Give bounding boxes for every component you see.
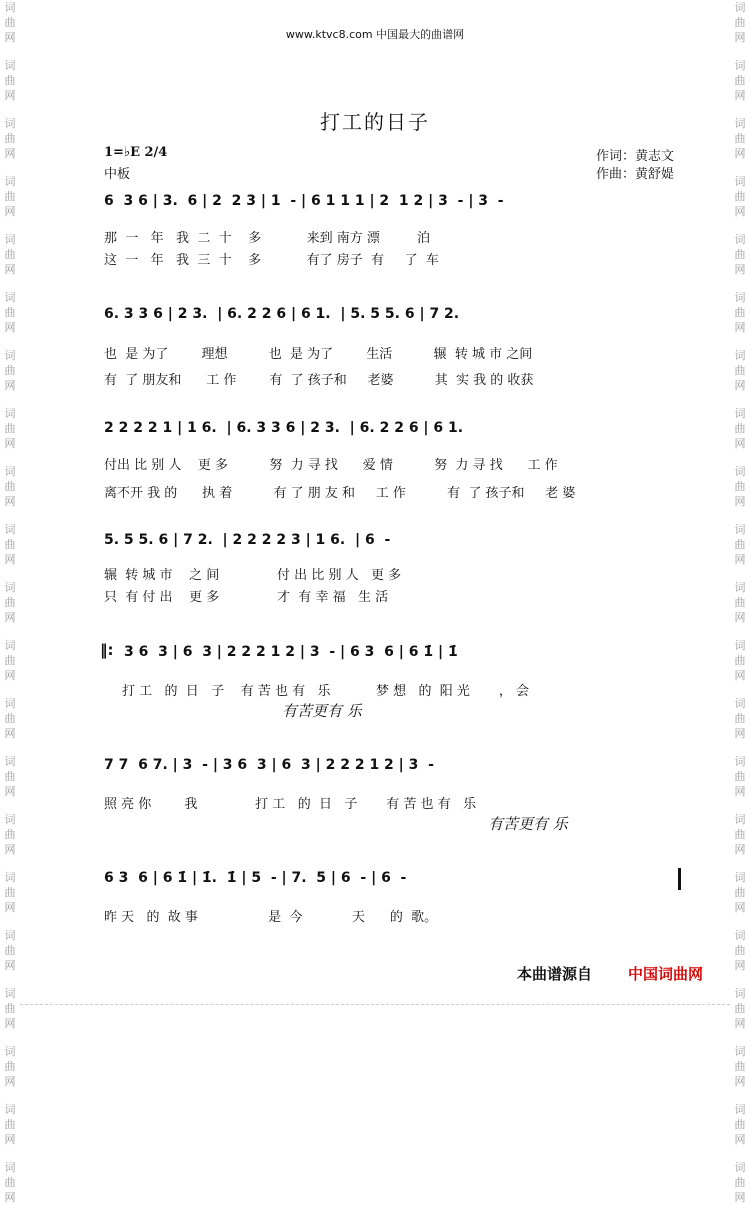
lyric-line: 付出 比 别 人 更 多 努 力 寻 找 爱 情 努 力 寻 找 工 作 xyxy=(104,458,558,473)
watermark-char: 词 xyxy=(734,639,746,652)
watermark-group xyxy=(4,696,16,741)
song-title: 打工的日子 xyxy=(320,110,430,134)
lyric-line: 有 了 朋友和 工 作 有 了 孩子和 老婆 其 实 我 的 收获 xyxy=(104,373,534,388)
watermark-char: 词 xyxy=(734,233,746,246)
key-signature: 1=♭E 2/4 xyxy=(104,145,168,160)
watermark-char: 曲 xyxy=(4,132,16,145)
watermark-char: 网 xyxy=(4,379,16,392)
watermark-char: 词 xyxy=(4,1161,16,1174)
watermark-char: 网 xyxy=(734,379,746,392)
watermark-char: 网 xyxy=(734,669,746,682)
lyricist-credit: 作词：黄志文 xyxy=(596,149,675,164)
watermark-char: 曲 xyxy=(734,364,746,377)
watermark-char: 曲 xyxy=(4,16,16,29)
notation-line: 3 6 3 | 6 3 | 2 2 2 1 2 | 3 - | 6 3 6 | 6 1̇ | 1̇ xyxy=(124,644,458,660)
watermark-char: 词 xyxy=(734,1103,746,1116)
watermark-char: 词 xyxy=(4,987,16,1000)
watermark-char: 词 xyxy=(4,697,16,710)
watermark-char: 曲 xyxy=(4,886,16,899)
lyrics-verse-1 xyxy=(0,343,750,361)
watermark-char: 网 xyxy=(4,843,16,856)
watermark-char: 网 xyxy=(734,785,746,798)
bottom-divider xyxy=(20,1004,730,1005)
watermark-char: 曲 xyxy=(4,422,16,435)
watermark-char: 曲 xyxy=(4,712,16,725)
watermark-char: 曲 xyxy=(4,1118,16,1131)
watermark-group xyxy=(734,986,746,1031)
watermark-group xyxy=(4,986,16,1031)
watermark-char: 曲 xyxy=(734,770,746,783)
watermark-char: 网 xyxy=(4,321,16,334)
watermark-char: 网 xyxy=(4,727,16,740)
watermark-char: 词 xyxy=(734,59,746,72)
watermark-char: 词 xyxy=(734,349,746,362)
notation-line: 2 2 2 2 1 | 1 6. | 6. 3 3 6 | 2 3. | 6. 2 2 6 | 6 1. xyxy=(104,420,464,436)
lyrics-verse-1 xyxy=(0,227,750,245)
watermark-char: 词 xyxy=(734,755,746,768)
watermark-char: 曲 xyxy=(734,248,746,261)
watermark-char: 曲 xyxy=(4,944,16,957)
site-slogan: 中国最大的曲谱网 xyxy=(376,28,465,41)
watermark-char: 曲 xyxy=(4,248,16,261)
watermark-group xyxy=(734,696,746,741)
watermark-char: 词 xyxy=(4,465,16,478)
watermark-char: 曲 xyxy=(734,944,746,957)
watermark-char: 网 xyxy=(4,89,16,102)
notation-line: 6 3 6 | 3. 6 | 2 2 3 | 1 - | 6 1 1 1 | 2 1 2 | 3 - | 3 - xyxy=(104,193,504,209)
watermark-char: 曲 xyxy=(4,828,16,841)
footer-source-label: 本曲谱源自 xyxy=(517,965,593,983)
watermark-char: 词 xyxy=(4,639,16,652)
watermark-char: 曲 xyxy=(734,886,746,899)
score-system-2 xyxy=(0,306,750,334)
watermark-char: 词 xyxy=(4,407,16,420)
final-barline xyxy=(678,868,681,890)
watermark-char: 网 xyxy=(734,437,746,450)
watermark-char: 曲 xyxy=(4,364,16,377)
watermark-char: 曲 xyxy=(734,132,746,145)
watermark-char: 词 xyxy=(734,175,746,188)
watermark-char: 曲 xyxy=(734,306,746,319)
watermark-left xyxy=(2,0,18,1204)
watermark-group xyxy=(4,812,16,857)
watermark-char: 网 xyxy=(734,31,746,44)
score-system-1 xyxy=(0,193,750,221)
watermark-char: 曲 xyxy=(734,596,746,609)
lyric-line: 辗 转 城 市 之 间 付 出 比 别 人 更 多 xyxy=(104,568,402,583)
watermark-char: 词 xyxy=(4,1,16,14)
watermark-char: 网 xyxy=(734,727,746,740)
watermark-char: 曲 xyxy=(734,1176,746,1189)
notation-line: 7 7 6 7. | 3 - | 3 6 3 | 6 3 | 2 2 2 1 2 | 3 - xyxy=(104,757,434,773)
watermark-char: 词 xyxy=(734,1045,746,1058)
watermark-char: 网 xyxy=(4,959,16,972)
watermark-char: 曲 xyxy=(4,770,16,783)
watermark-char: 词 xyxy=(734,1161,746,1174)
watermark-char: 词 xyxy=(4,1045,16,1058)
watermark-char: 词 xyxy=(4,291,16,304)
watermark-group xyxy=(4,1160,16,1205)
watermark-char: 词 xyxy=(4,871,16,884)
site-header xyxy=(0,26,750,42)
watermark-char: 网 xyxy=(4,263,16,276)
watermark-group xyxy=(734,812,746,857)
watermark-char: 网 xyxy=(734,495,746,508)
watermark-char: 曲 xyxy=(4,1176,16,1189)
watermark-char: 曲 xyxy=(4,480,16,493)
watermark-char: 网 xyxy=(734,553,746,566)
watermark-char: 曲 xyxy=(734,1118,746,1131)
watermark-char: 曲 xyxy=(734,712,746,725)
watermark-right xyxy=(732,0,748,1204)
score-system-7 xyxy=(0,870,750,898)
lyric-line: 照 亮 你 我 打 工 的 日 子 有 苦 也 有 乐 xyxy=(104,797,477,812)
watermark-char: 曲 xyxy=(734,16,746,29)
notation-line: 6. 3 3 6 | 2 3. | 6. 2 2 6 | 6 1. | 5. 5 5. 6 | 7 2. xyxy=(104,306,460,322)
watermark-char: 网 xyxy=(4,437,16,450)
watermark-char: 曲 xyxy=(734,654,746,667)
watermark-char: 词 xyxy=(734,407,746,420)
watermark-char: 网 xyxy=(4,669,16,682)
watermark-char: 网 xyxy=(4,553,16,566)
watermark-char: 曲 xyxy=(734,480,746,493)
watermark-char: 词 xyxy=(4,929,16,942)
handwritten-lyric: 有苦更有 乐 xyxy=(282,702,362,720)
watermark-char: 网 xyxy=(734,843,746,856)
watermark-char: 曲 xyxy=(4,538,16,551)
watermark-char: 曲 xyxy=(4,596,16,609)
notation-line: 6 3 6 | 6 1̇ | 1̇. 1̇ | 5 - | 7. 5 | 6 - | 6 - xyxy=(104,870,407,886)
watermark-char: 曲 xyxy=(4,654,16,667)
watermark-char: 网 xyxy=(4,147,16,160)
watermark-char: 网 xyxy=(734,1191,746,1204)
watermark-char: 词 xyxy=(734,871,746,884)
watermark-group xyxy=(734,58,746,103)
watermark-char: 词 xyxy=(4,59,16,72)
watermark-char: 网 xyxy=(4,1133,16,1146)
watermark-char: 曲 xyxy=(734,190,746,203)
watermark-char: 词 xyxy=(734,465,746,478)
lyrics-verse-2 xyxy=(0,482,750,500)
lyric-line: 离不开 我 的 执 着 有 了 朋 友 和 工 作 有 了 孩子和 老 婆 xyxy=(104,486,576,501)
lyric-line: 打 工 的 日 子 有 苦 也 有 乐 梦 想 的 阳 光 ， 会 xyxy=(122,684,529,699)
watermark-char: 词 xyxy=(4,755,16,768)
watermark-char: 网 xyxy=(4,31,16,44)
watermark-char: 词 xyxy=(734,697,746,710)
score-system-6 xyxy=(0,757,750,785)
footer-site-link[interactable]: 中国词曲网 xyxy=(628,965,704,983)
lyrics-chorus xyxy=(0,793,750,811)
watermark-char: 曲 xyxy=(4,306,16,319)
watermark-char: 曲 xyxy=(734,1060,746,1073)
watermark-char: 曲 xyxy=(734,1002,746,1015)
watermark-char: 词 xyxy=(4,523,16,536)
lyrics-ending xyxy=(0,906,750,924)
watermark-char: 词 xyxy=(4,1103,16,1116)
watermark-group xyxy=(734,928,746,973)
watermark-char: 曲 xyxy=(4,1060,16,1073)
composer-credit: 作曲：黄舒媞 xyxy=(596,167,675,182)
score-system-4 xyxy=(0,532,750,560)
watermark-char: 网 xyxy=(734,263,746,276)
watermark-group xyxy=(734,1160,746,1205)
watermark-char: 曲 xyxy=(734,422,746,435)
handwritten-lyric: 有苦更有 乐 xyxy=(488,815,568,833)
watermark-group xyxy=(4,1044,16,1089)
watermark-char: 词 xyxy=(734,291,746,304)
watermark-char: 曲 xyxy=(734,828,746,841)
lyric-line: 那 一 年 我 二 十 多 来到 南方 漂 泊 xyxy=(104,231,431,246)
watermark-char: 词 xyxy=(734,523,746,536)
watermark-char: 词 xyxy=(4,349,16,362)
watermark-char: 网 xyxy=(734,321,746,334)
watermark-char: 网 xyxy=(734,1075,746,1088)
watermark-char: 网 xyxy=(734,89,746,102)
watermark-char: 曲 xyxy=(734,74,746,87)
watermark-char: 网 xyxy=(4,611,16,624)
watermark-char: 词 xyxy=(734,813,746,826)
lyrics-verse-2 xyxy=(0,249,750,267)
lyric-line: 只 有 付 出 更 多 才 有 幸 福 生 活 xyxy=(104,590,389,605)
watermark-char: 网 xyxy=(4,785,16,798)
watermark-char: 词 xyxy=(4,581,16,594)
notation-line: 5. 5 5. 6 | 7 2. | 2 2 2 2 3 | 1 6. | 6 - xyxy=(104,532,391,548)
site-url[interactable]: www.ktvc8.com xyxy=(285,28,373,41)
watermark-char: 网 xyxy=(4,901,16,914)
watermark-char: 词 xyxy=(734,929,746,942)
score-system-3 xyxy=(0,420,750,448)
lyrics-chorus xyxy=(0,680,750,698)
watermark-char: 网 xyxy=(4,495,16,508)
watermark-char: 网 xyxy=(734,901,746,914)
lyric-line: 也 是 为了 理想 也 是 为了 生活 辗 转 城 市 之间 xyxy=(104,347,533,362)
watermark-char: 词 xyxy=(4,117,16,130)
lyric-line: 这 一 年 我 三 十 多 有了 房子 有 了 车 xyxy=(104,253,439,268)
watermark-char: 词 xyxy=(734,1,746,14)
watermark-group xyxy=(734,1044,746,1089)
watermark-char: 网 xyxy=(4,1017,16,1030)
lyrics-verse-2 xyxy=(0,586,750,604)
watermark-char: 词 xyxy=(734,117,746,130)
watermark-char: 词 xyxy=(4,813,16,826)
watermark-char: 曲 xyxy=(4,190,16,203)
watermark-group xyxy=(4,58,16,103)
watermark-char: 网 xyxy=(4,205,16,218)
watermark-char: 词 xyxy=(734,581,746,594)
watermark-char: 网 xyxy=(734,205,746,218)
tempo-marking: 中板 xyxy=(104,167,131,182)
watermark-char: 网 xyxy=(4,1075,16,1088)
score-system-5 xyxy=(0,644,750,672)
watermark-char: 网 xyxy=(734,147,746,160)
watermark-char: 网 xyxy=(734,959,746,972)
lyrics-verse-2 xyxy=(0,369,750,387)
lyrics-verse-1 xyxy=(0,564,750,582)
watermark-char: 网 xyxy=(4,1191,16,1204)
watermark-char: 网 xyxy=(734,1017,746,1030)
watermark-char: 曲 xyxy=(4,74,16,87)
repeat-sign: ‖: xyxy=(100,641,114,659)
watermark-char: 曲 xyxy=(4,1002,16,1015)
watermark-char: 网 xyxy=(734,611,746,624)
watermark-char: 词 xyxy=(734,987,746,1000)
watermark-group xyxy=(4,928,16,973)
watermark-char: 词 xyxy=(4,175,16,188)
watermark-group xyxy=(4,1102,16,1147)
watermark-char: 曲 xyxy=(734,538,746,551)
watermark-char: 网 xyxy=(734,1133,746,1146)
watermark-char: 词 xyxy=(4,233,16,246)
lyric-line: 昨 天 的 故 事 是 今 天 的 歌。 xyxy=(104,910,438,925)
lyrics-verse-1 xyxy=(0,454,750,472)
watermark-group xyxy=(734,1102,746,1147)
